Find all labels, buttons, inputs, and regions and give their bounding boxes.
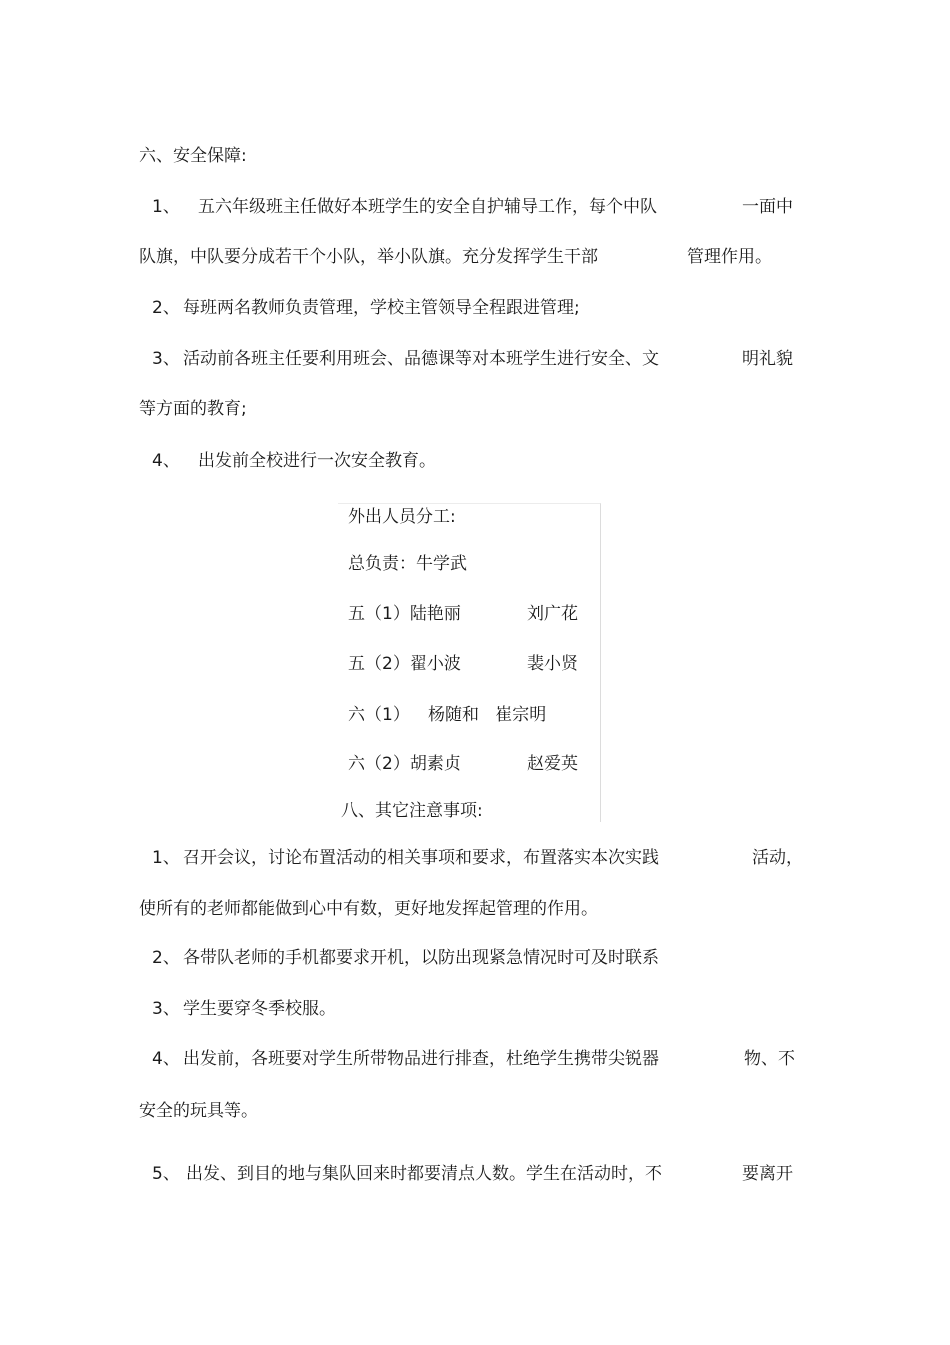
staff-name: 刘广花: [527, 604, 578, 624]
item-number: 5、: [152, 1164, 180, 1184]
staff-class: 六（1）: [348, 705, 410, 725]
paragraph-line: 五六年级班主任做好本班学生的安全自护辅导工作，每个中队: [198, 197, 657, 217]
paragraph-line: 每班两名教师负责管理，学校主管领导全程跟进管理;: [183, 298, 580, 318]
paragraph-line: 学生要穿冬季校服。: [183, 999, 336, 1019]
paragraph-line: 出发、到目的地与集队回来时都要清点人数。学生在活动时，不: [186, 1164, 662, 1184]
section-8-heading: 八、其它注意事项:: [341, 801, 483, 821]
paragraph-line: 使所有的老师都能做到心中有数，更好地发挥起管理的作用。: [139, 899, 598, 919]
paragraph-line: 物、不: [744, 1049, 795, 1069]
item-number: 2、: [152, 948, 180, 968]
paragraph-line: 各带队老师的手机都要求开机，以防出现紧急情况时可及时联系: [183, 948, 659, 968]
staff-class: 六（2）胡素贞: [348, 754, 461, 774]
item-number: 4、: [152, 451, 180, 471]
paragraph-line: 活动前各班主任要利用班会、品德课等对本班学生进行安全、文: [183, 349, 659, 369]
paragraph-line: 队旗，中队要分成若干个小队，举小队旗。充分发挥学生干部: [139, 247, 598, 267]
section-6-heading: 六、安全保障:: [139, 146, 247, 166]
staff-title: 外出人员分工:: [348, 507, 456, 527]
paragraph-line: 活动，: [752, 848, 803, 868]
paragraph-line: 安全的玩具等。: [139, 1101, 258, 1121]
paragraph-line: 明礼貌: [742, 349, 793, 369]
item-number: 1、: [152, 848, 180, 868]
paragraph-line: 要离开: [742, 1164, 793, 1184]
item-number: 2、: [152, 298, 180, 318]
paragraph-line: 等方面的教育;: [139, 399, 247, 419]
item-number: 3、: [152, 349, 180, 369]
staff-name: 杨随和 崔宗明: [428, 705, 547, 725]
staff-name: 裴小贤: [527, 654, 578, 674]
paragraph-line: 出发前，各班要对学生所带物品进行排查，杜绝学生携带尖锐器: [183, 1049, 659, 1069]
item-number: 3、: [152, 999, 180, 1019]
item-number: 1、: [152, 197, 180, 217]
paragraph-line: 管理作用。: [687, 247, 772, 267]
paragraph-line: 一面中: [742, 197, 793, 217]
staff-class: 五（2）翟小波: [348, 654, 461, 674]
staff-leader: 总负责：牛学武: [348, 554, 467, 574]
staff-class: 五（1）陆艳丽: [348, 604, 461, 624]
paragraph-line: 出发前全校进行一次安全教育。: [198, 451, 436, 471]
staff-name: 赵爱英: [527, 754, 578, 774]
item-number: 4、: [152, 1049, 180, 1069]
paragraph-line: 召开会议，讨论布置活动的相关事项和要求，布置落实本次实践: [183, 848, 659, 868]
